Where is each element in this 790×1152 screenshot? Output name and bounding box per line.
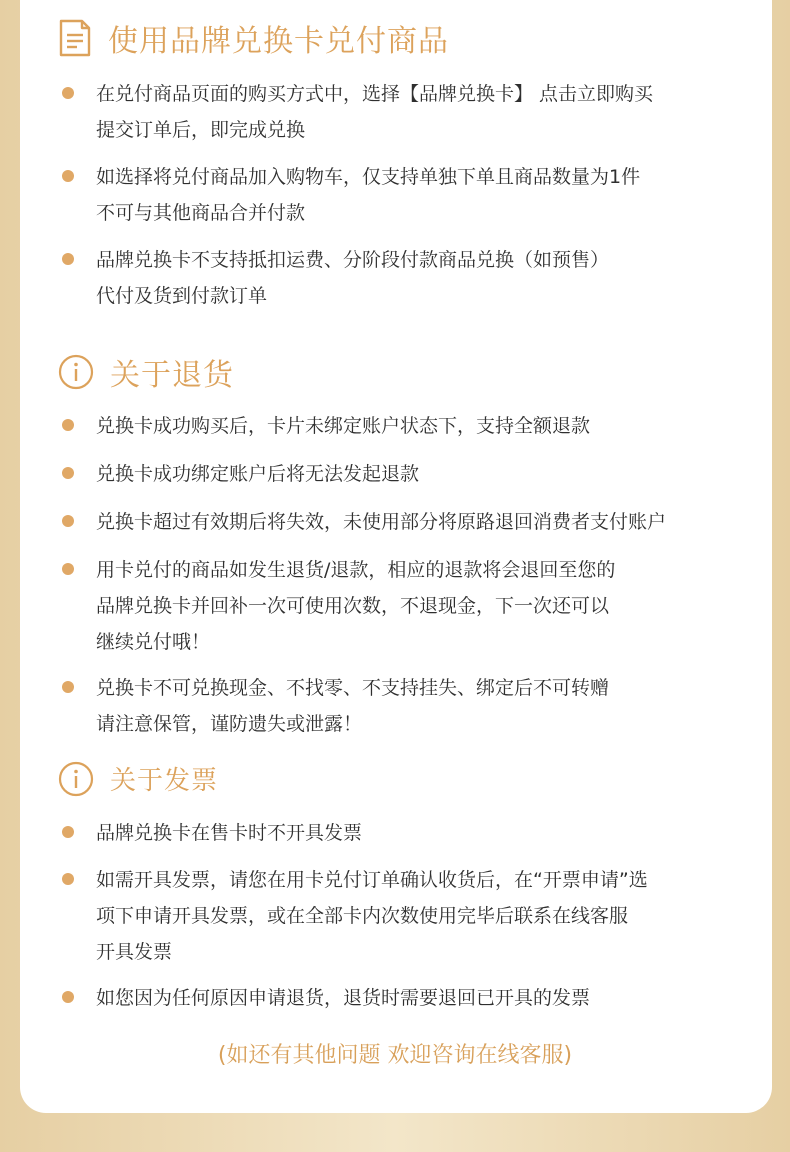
- item-line: 品牌兑换卡不支持抵扣运费、分阶段付款商品兑换（如预售）: [96, 249, 610, 271]
- bullet-dot: [62, 467, 74, 479]
- item-line: 如需开具发票，请您在用卡兑付订单确认收货后，在“开票申请”选: [96, 869, 648, 891]
- section-title-redeem: [58, 16, 449, 60]
- list-item: [62, 815, 742, 851]
- item-line: 项下申请开具发票，或在全部卡内次数使用完毕后联系在线客服: [96, 905, 629, 927]
- section-title-invoice: [58, 760, 218, 797]
- item-line: 如选择将兑付商品加入购物车，仅支持单独下单且商品数量为1件: [96, 166, 641, 188]
- list-item: [62, 159, 742, 231]
- bullet-dot: [62, 253, 74, 265]
- item-line: 兑换卡成功购买后，卡片未绑定账户状态下，支持全额退款: [96, 415, 591, 437]
- section-title-text: 使用品牌兑换卡兑付商品: [108, 24, 449, 59]
- list-item: [62, 980, 742, 1016]
- list-item: [62, 76, 742, 148]
- item-line: 兑换卡成功绑定账户后将无法发起退款: [96, 463, 420, 485]
- list-item: [62, 504, 742, 540]
- bullet-dot: [62, 681, 74, 693]
- item-line: 继续兑付哦！: [96, 631, 211, 653]
- item-line: 开具发票: [96, 941, 173, 963]
- item-line: 用卡兑付的商品如发生退货/退款，相应的退款将会退回至您的: [96, 559, 616, 581]
- item-line: 代付及货到付款订单: [96, 285, 268, 307]
- bullet-dot: [62, 419, 74, 431]
- item-line: 如您因为任何原因申请退货，退货时需要退回已开具的发票: [96, 987, 591, 1009]
- section-title-returns: [58, 350, 234, 394]
- list-item: [62, 456, 742, 492]
- section-title-text: 关于发票: [110, 766, 219, 796]
- bullet-dot: [62, 563, 74, 575]
- section-title-text: 关于退货: [110, 358, 234, 393]
- item-line: 品牌兑换卡并回补一次可使用次数，不退现金，下一次还可以: [96, 595, 610, 617]
- document-icon: [58, 18, 92, 58]
- list-item: [62, 862, 742, 970]
- bullet-dot: [62, 991, 74, 1003]
- list-item: [62, 408, 742, 444]
- contact-support-note: (如还有其他问题 欢迎咨询在线客服): [217, 1043, 573, 1068]
- list-item: [62, 552, 742, 660]
- item-line: 不可与其他商品合并付款: [96, 202, 306, 224]
- item-line: 提交订单后，即完成兑换: [96, 119, 306, 141]
- item-line: 请注意保管，谨防遗失或泄露！: [96, 713, 363, 735]
- item-line: 在兑付商品页面的购买方式中，选择【品牌兑换卡】 点击立即购买: [96, 83, 654, 105]
- item-line: 兑换卡超过有效期后将失效，未使用部分将原路退回消费者支付账户: [96, 511, 667, 533]
- bullet-dot: [62, 515, 74, 527]
- list-item: [62, 670, 742, 742]
- bullet-dot: [62, 87, 74, 99]
- item-line: 品牌兑换卡在售卡时不开具发票: [96, 822, 363, 844]
- info-icon: [58, 354, 94, 390]
- list-item: [62, 242, 742, 314]
- bullet-dot: [62, 873, 74, 885]
- item-line: 兑换卡不可兑换现金、不找零、不支持挂失、绑定后不可转赠: [96, 677, 610, 699]
- info-icon: [58, 761, 94, 797]
- bullet-dot: [62, 170, 74, 182]
- bullet-dot: [62, 826, 74, 838]
